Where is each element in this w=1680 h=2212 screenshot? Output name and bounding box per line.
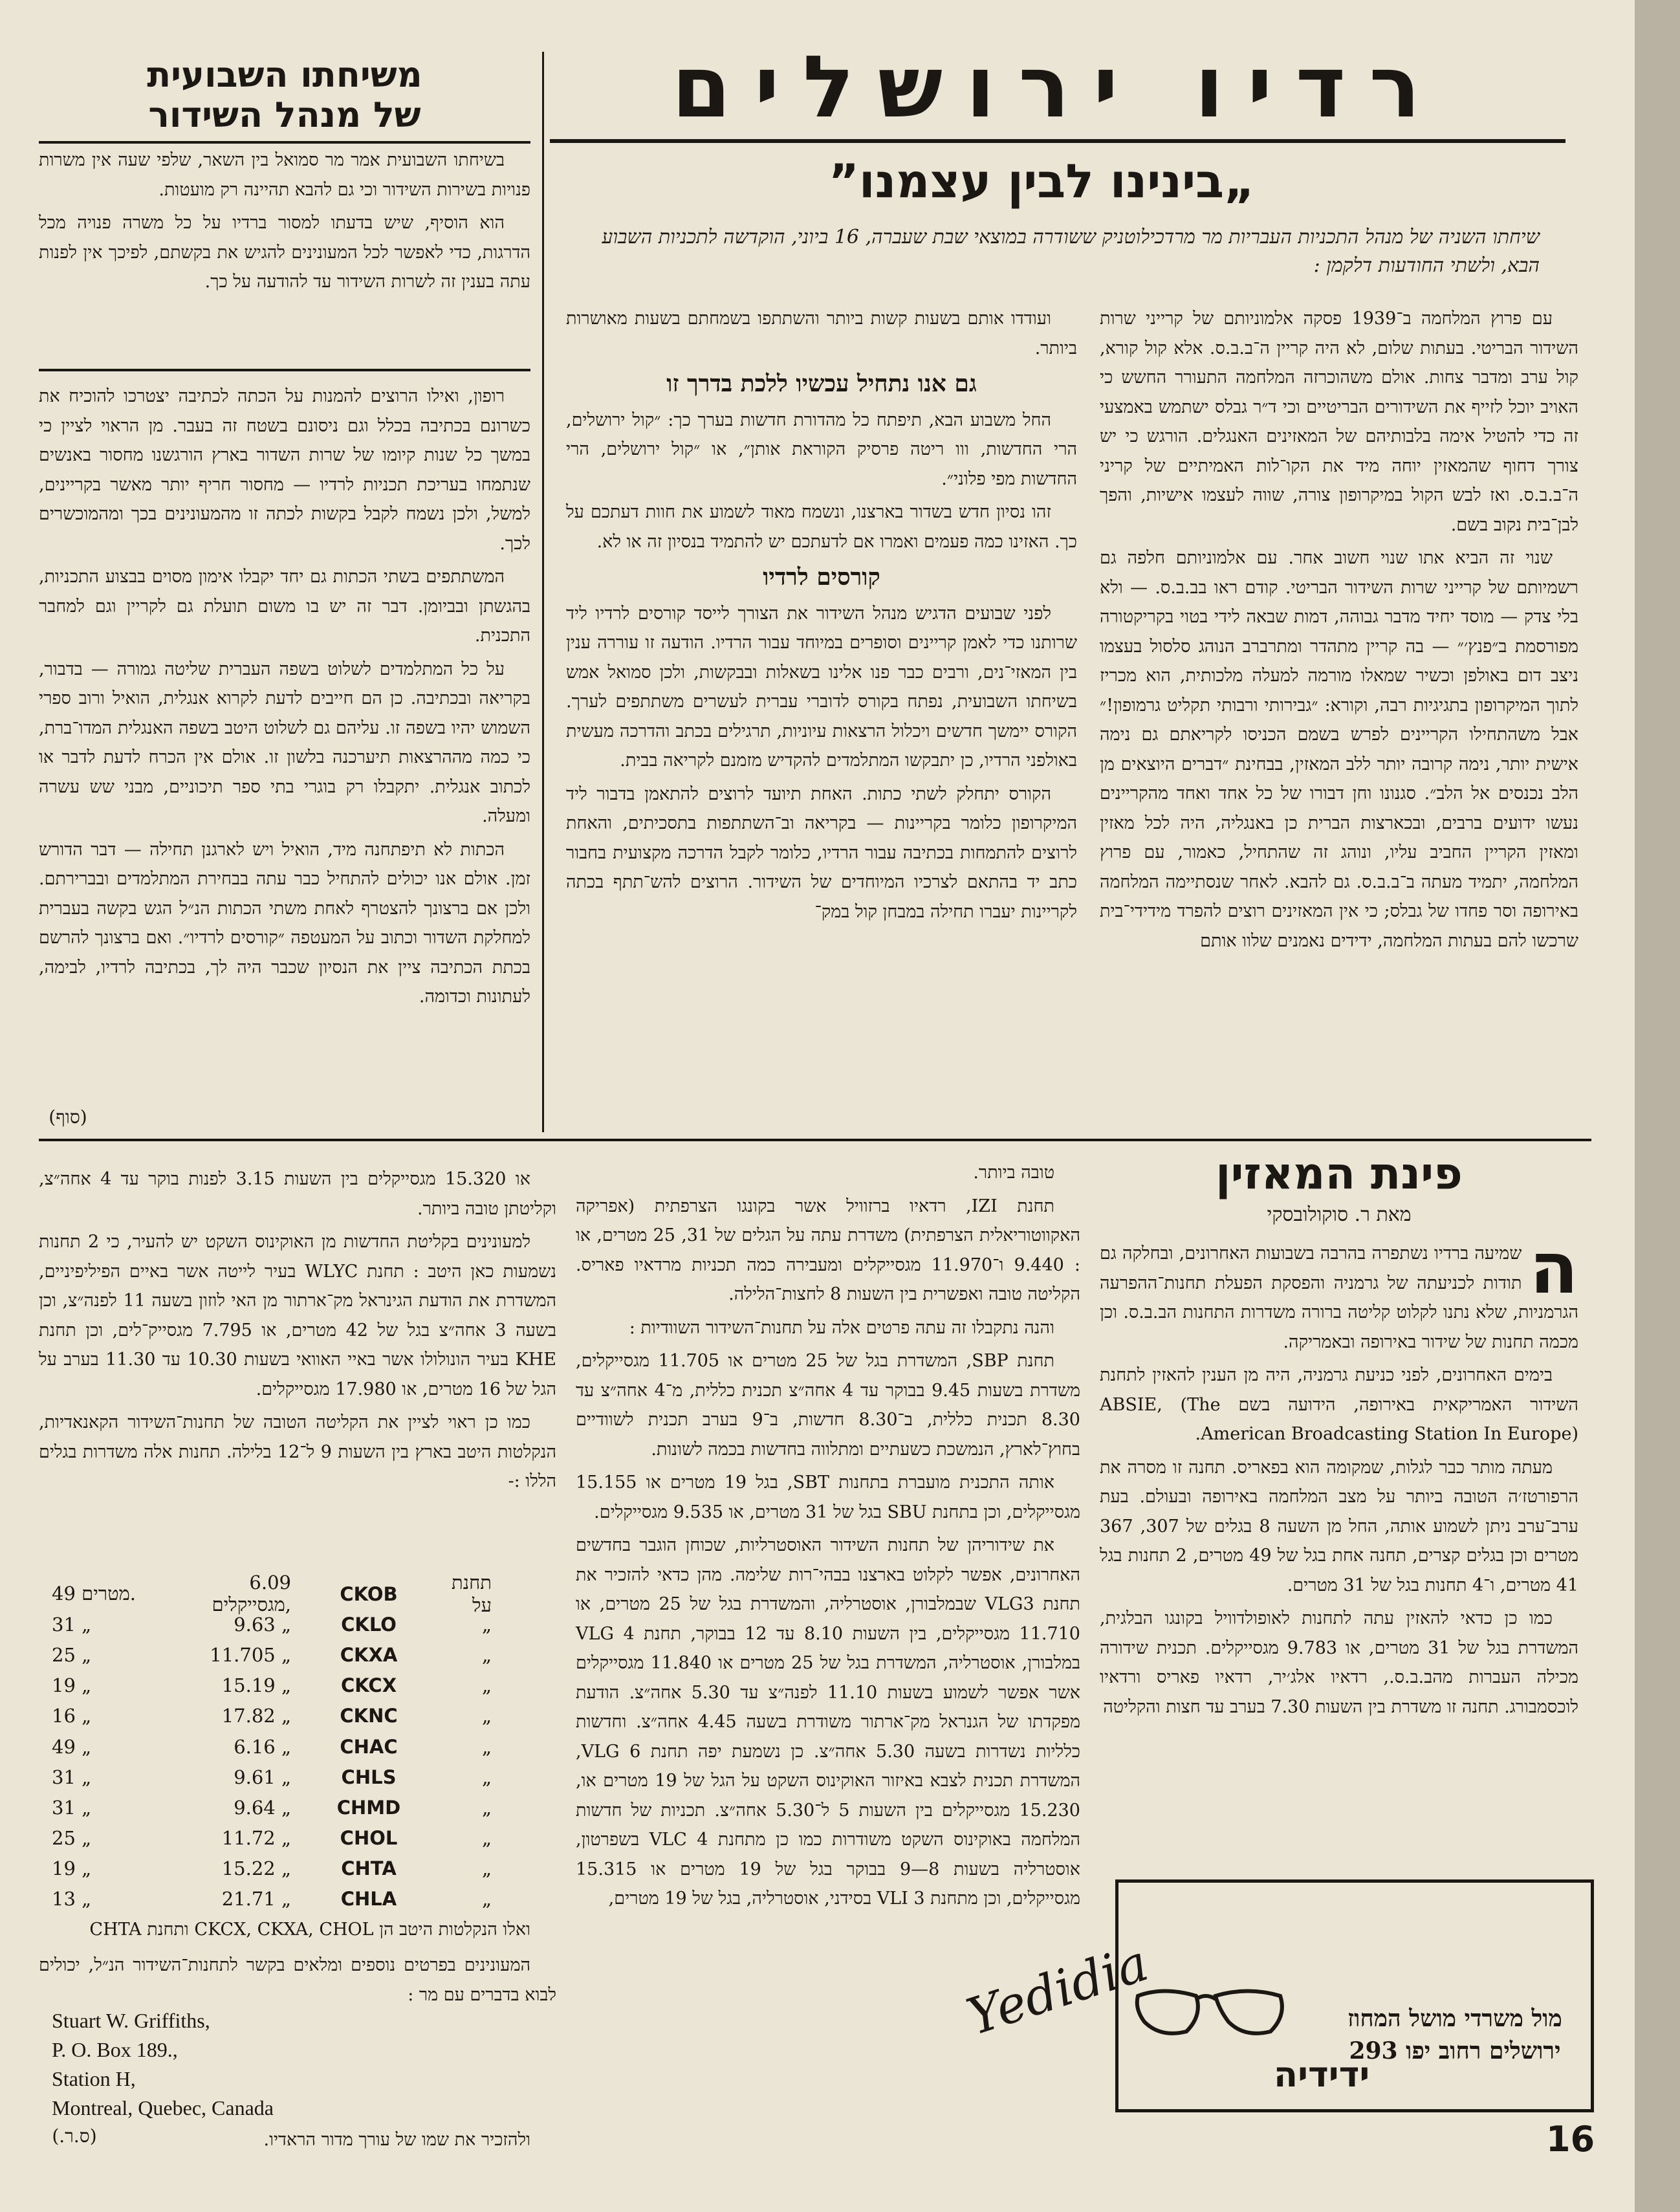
article-subtitle: שיחתו השניה של מנהל התכניות העבריות מר מרדכילוטניק ששודרה במוצאי שבת שעברה, 16 ביוני, הוקדשה לתכניות השבוע הבא, ולשתי החודעות דלקמן : [602,226,1540,277]
station-call-sign: CHLA [340,1888,397,1911]
station-call-sign: CKXA [340,1643,398,1666]
station-prefix: „ [481,1766,492,1788]
station-row [52,1823,556,1854]
drop-cap: ה [1529,1227,1578,1309]
director-talk-body: בשיחתו השבועית אמר מר סמואל בין השאר, שלפי שעה אין משרות פנויות בשירות השידור וכי גם להבא תהיינה רק מועטות. הוא הוסיף, שיש בדעתו למסור ברדיו על כל משרה פנויה מכל הדרגות, כדי לאפשר לכל המעונינים להגיש את בקשתם, לפיכך אין לפנות עתה בענין זה לשרות השידור עד להודעה על כך. [39,150,530,292]
glasses-logo-icon [960,1889,1370,2103]
article-column-left: רופון, ואילו הרוצים להמנות על הכתה לכתיבה יצטרכו להוכיח את כשרונם בכתיבה בכלל וגם ניסונם בשטח זה בעבר. מן הראוי לציין כי במשך כל שנות קיומו של שרות השדור בארץ הורגשנו מחסור באנשים שנתמחו בעריכת תכניות לרדיו — מחסור חריף יותר מאשר בקריינים, למשל, ולכן נשמח לקבל בקשות לכתה זו מהמעונינים בכך ומהמוכשרים לכך. המשתתפים בשתי הכתות גם יחד יקבלו אימון מסוים בבצוע התכניות, בהגשתן ובביומן. דבר זה יש בו משום תועלת גם לקריין וגם למחבר התכנית. על כל המתלמדים לשלוט בשפה העברית שליטה גמורה — בדבור, בקריאה ובכתיבה. כן הם חייבים לדעת לקרוא אנגלית, הואיל ורוב ספרי השמוש יהיו בשפה זו. עליהם גם לשלוט היטב בשפה האנגלית המדו־ברת, כי כמה מההרצאות תיערכנה בלשון זו. אולם אין הכרח לדעת לדבר או לכתוב אנגלית. יתקבלו רק בוגרי בתי ספר תיכוניים, מבני שש עשרה ומעלה. הכתות לא תיפתחנה מיד, הואיל ויש לארגנן תחילה — דבר הדורש זמן. אולם אנו יכולים להתחיל כבר עתה בבחירת המתלמדים ובברירתם. ולכן אם ברצונך להצטרף לאחת משתי הכתות הנ״ל הגש בקשה בעברית למחלקת השדור וכתוב על המעטפה ״קורסים לרדיו״. ואם ברצונך להרשם בכתת הכתיבה ציין את הנסיון שכבר היה לך, בכתיבה לרדיו, לבימה, לעתונות וכדומה. [39,386,530,1007]
station-row [52,1792,556,1823]
closing-text: ולהזכיר את שמו של עורך מדור הראדיו. [263,2130,530,2150]
station-frequency: 9.64 „ [234,1796,291,1819]
address-line-3: Station H, [52,2067,136,2090]
station-prefix: „ [481,1888,492,1911]
canadian-stations-table [52,1571,556,1914]
radio-stations-column-middle: טובה ביותר. תחנת IZI, רדאיו ברזוויל אשר בקונגו הצרפתית (אפריקה האקווטוריאלית הצרפתית) משדרת עתה על הגלים של 31, 25 מטרים, או : 9.440 ו־11.970 מגסייקלים ומעבירה כמה תכניות מרדאיו פאריס. הקליטה טובה ואפשרית בין השעות 8 לחצות־הלילה. והנה נתקבלו זה עתה פרטים אלה על תחנות־השידור השוודיות : תחנת SBP, המשדרת בגל של 25 מטרים או 11.705 מגסייקלים, משדרת בשעות 9.45 בבוקר עד 4 אחה״צ תכנית כללית, מ־4 אחה״צ עד 8.30 תכנית כללית, ב־8.30 חדשות, ב־9 בערב תכנית לשוודיים בחוץ־לארץ, הנמשכת כשעתיים ומתלווה בחדשות בכמה לשונות. אותה התכנית מועברת בתחנות SBT, בגל 19 מטרים או 15.155 מגסייקלים, וכן בתחנת SBU בגל של 31 מטרים, או 9.535 מגסייקלים. את שידוריהן של תחנות השידור האוסטרליות, שכוחן הוגבר בחדשים האחרונים, אפשר לקלוט בארצנו בבהי־רות שלימה. מהן כדאי להזכיר את תחנת VLG3 שבמלבורן, אוסטרליה, והמשדרת בגל של 25 מטרים, או 11.710 מגסייקלים, בין השעות 8.10 עד 12 בבוקר, תחנת VLG 4 במלבורן, אוסטרליה, המשדרת בגל של 25 מטרים או 11.840 מגסייקלים אשר אפשר לשמוע בשעות 11.10 לפנה״צ עד 5.30 אחה״צ. הודעת מפקדתו של הגנראל מק־ארתור משודרת בשעה 4.45 אחה״צ. וחדשות כלליות נשדרות בשעה 5.30 אחה״צ. כן נשמעת יפה תחנת VLG 6, המשדרת תכנית לצבא באיזור האוקינוס השקט על הגל של 19 מטרים או, 15.230 מגסייקלים בין השעות 5 ל־5.30 אחה״צ. תכניות של חדשות המלחמה באוקינוס השקט משודרות כמו כן מתחנת VLC 4 בשפרטון, אוסטרליה בשעות 8—9 בבוקר בגל של 19 מטרים או 15.315 מגסייקלים, וכן מתחנת VLI 3 בסידני, אוסטרליה, בגל של 19 מטרים, [576,1163,1080,1909]
station-row [52,1884,556,1914]
address-line-2: P. O. Box 189., [52,2038,178,2061]
station-call-sign: CHMD [336,1796,401,1819]
station-row [52,1571,556,1616]
station-call-sign: CKNC [340,1705,398,1727]
station-row [52,1762,556,1792]
station-band: 16 „ [52,1705,92,1727]
station-band: 25 „ [52,1827,92,1850]
station-band: 49 „ [52,1735,92,1758]
station-prefix: „ [481,1796,492,1819]
station-frequency: 15.19 „ [221,1674,291,1697]
listener-corner-title: פינת המאזין [1216,1148,1463,1199]
station-frequency: 21.71 „ [221,1888,291,1911]
station-prefix: „ [481,1857,492,1880]
station-frequency: 9.63 „ [234,1613,291,1636]
logo-script: Yedidia [960,1934,1155,2047]
station-band: 31 „ [52,1796,92,1819]
station-call-sign: CHAC [340,1735,398,1758]
ad-address: מול משרדי מושל המחוז ירושלים רחוב יפו 293 [1347,2005,1562,2064]
station-prefix: „ [481,1735,492,1758]
logo-hebrew: ידידיה [1274,2054,1370,2095]
station-band: 19 „ [52,1857,92,1880]
radio-stations-column-left: או 15.320 מגסייקלים בין השעות 3.15 לפנות בוקר עד 4 אחה״צ, וקליטתן טובה ביותר. למעונינים בקליטת החדשות מן האוקינוס השקט יש להעיר, כי 2 תחנות נשמעות כאן היטב : תחנת WLYC בעיר לייטה אשר באיים הפיליפיניים, המשדרת את הודעת הגינראל מק־ארתור מן האי לוזון בשעה 11 לפנה״צ, וכן בשעה 3 אחה״צ בגל של 42 מטרים, או 7.795 מגסייק־לים, וכן תחנת KHE בעיר הונולולו אשר באיי האוואי בשעות 10.30 עד 11.30 בערב על הגל של 16 מטרים, או 17.980 מגסייקלים. כמו כן ראוי לציין את הקליטה הטובה של תחנות־השידור הקאנאדיות, הנקלטות היטב בארץ בין השעות 9 ל־12 בלילה. תחנות אלה משדרות בגלים הללו :- [39,1169,557,1491]
station-frequency: 6.16 „ [234,1735,291,1758]
station-band: 19 „ [52,1674,92,1697]
station-band: 25 „ [52,1643,92,1666]
station-frequency: 6.09 מגסייקלים, [212,1571,291,1616]
station-call-sign: CKCX [340,1674,397,1697]
listener-corner-body: ה שמיעה ברדיו נשתפרה בהרבה בשבועות האחרונים, ובחלקה גם תודות לכניעתה של גרמניה והפסקת הפעלת תחנות־ההפרעה הגרמניות, שלא נתנו לקלוט קליטה ברורה משדרות התחנות הב.ב.ס. וכן מכמה תחנות של שידור באירופה ובאמריקה. בימים האחרונים, לפני כניעת גרמניה, היה מן הענין להאזין לתחנת השידור האמריקאית באירופה, הידועה בשם ABSIE, (The American Broadcasting Station In Europe). מעתה מותר כבר לגלות, שמקומה הוא בפאריס. תחנה זו מסרה את הרפורטז׳ה הטובה ביותר על מצב המלחמה באירופה ובעולם. בעת ערב־ערב ניתן לשמוע אותה, החל מן השעה 8 בגלים של 307, 367 מטרים וכן בגלים קצרים, תחנה אחת בגל של 49 מטרים, 2 תחנות בגל 41 מטרים, ו־4 תחנות בגל של 31 מטרים. כמו כן כדאי להאזין עתה לתחנות לאופולדוויל בקונגו הבלגית, המשדרת בגל של 31 מטרים, או 9.783 מגסייקלים. תכנית שידורה מכילה העברות מהב.ב.ס., רדאיו אלג׳יר, רדאיו פאריס ורדאיו לוכסמבורג. תחנה זו משדרת בין השעות 7.30 בערב עד חצות והקליטה [1100,1227,1578,1717]
station-call-sign: CHOL [340,1827,398,1850]
address-line-4: Montreal, Quebec, Canada [52,2096,274,2119]
station-prefix: תחנת על [452,1571,492,1616]
station-call-sign: CKOB [340,1582,398,1605]
station-frequency: 11.72 „ [221,1827,291,1850]
yedidia-advertisement [960,1879,1594,2112]
masthead-rule [550,139,1565,143]
station-frequency: 17.82 „ [221,1705,291,1727]
article-column-middle: ועודדו אותם בשעות קשות ביותר והשתתפו בשמחתם בשעות מאושרות ביותר. גם אנו נתחיל עכשיו ללכת בדרך זו החל משבוע הבא, תיפתח כל מהדורת חדשות בערך כך: ״קול ירושלים, הרי החדשות, ווו ריטה פרסיק הקוראת אותן״, או ״קול ירושלים, הרי החדשות מפי פלוני״. זהו נסיון חדש בשדור בארצנו, ונשמח מאוד לשמוע את חוות דעתכם על כך. האזינו כמה פעמים ואמרו אם לדעתכם יש להתמיד בנסיון זה או לא. קורסים לרדיו לפני שבועים הדגיש מנהל השידור את הצורך לייסד קורסים לרדיו ליד שרותנו כדי לאמן קריינים וסופרים במיוחד עבור הרדיו. הודעה זו עוררה ענין בין המאזי־נים, ורבים כבר פנו אלינו בשאלות ובבקשות, ולכן סמואל אמש בשיחתו השבועית, נפתח בקורס לדוברי עברית לעשרים משתתפים לערך. הקורס יימשך חדשים ויכלול הרצאות עיוניות, תרגילים בכתב והדרכה מעשית באולפני הרדיו, כן יתבקשו המתלמדים להקדיש מזמנם לקריאה בבית. הקורס יתחלק לשתי כתות. האחת תיועד לרוצים להתאמן בדבור ליד המיקרופון כלומר בקריינות — בקריאה וב־השתתפות בתסכיתים, והאחת לרוצים להתמחות בכתיבה עבור הרדיו, כלומר לקבל הדרכה מקצועית בחבור כתב יד בהתאם לצרכיו המיוחדים של השידור. הרוצים להש־תתף בכתה לקריינות יעברו תחילה במבחן קול במק־ [566,309,1077,922]
station-call-sign: CHTA [341,1857,397,1880]
station-band: 31 „ [52,1766,92,1788]
article-column-right: עם פרוץ המלחמה ב־1939 פסקה אלמוניותם של קרייני שרות השידור הבריטי. בעתות שלום, לא היה קריין ה־ב.ב.ס. אלא קול קורא, קול ערב ומדבר צחות. אולם משהוכרזה המלחמה התעורר החשש כי האויב יוכל לזייף את השידורים הבריטיים וכי ד״ר גבלס ישתמש באמצעי זה כדי להטיל אימה בלבותיהם של המאזינים האנגלים. הורגש כי יש צורך דחוף שהמאזין יוחה מיד את הקו־לות האמיתיים של קריני ה־ב.ב.ס. ואז לבש הקול במיקרופון צורה, שווה לעצמו אישיות, והפך לבן־בית נקוב בשם. שנוי זה הביא אתו שנוי חשוב אחר. עם אלמוניותם חלפה גם רשמיותם של קרייני שרות השידור הבריטי. קודם ראו בב.ב.ס. — ולא בלי צדק — מוסד יחיד מדבר גבוהה, דמות שבאה לידי בטוי בקריקטורה מפורסמת ב״פנץ׳״ — בה קריין מתהדר ומתרברב הנוהג סלסול בעצמו ניצב דום באולפן וכשיר שמאלו מורמה למעלה מלכותית, הוא מכריז לתוך המיקרופון בתגיגיות רבה, וקורא: ״גבירותי ורבותי תקליט גרמופון!״ אבל משהתחילו הקריינים לפרש בשמם הכניסו לקריאתם גם נימה אישית יותר, נימה קרובה יותר ללב המאזין, בבחינת ״דברים היוצאים מן הלב נכנסים אל הלב״. סגנונו וחן דבורו של כל אחד ואחד מהקריינים נעשו ידועים ברבים, ובכארצות הברית כן באנגליה, היה לכל מאזין ומאזין הקריין החביב עליו, ונוהג זה שהתחיל, כאמור, עם פרוץ המלחמה, יתמיד מעתה ב־ב.ב.ס. גם להבא. לאחר שנסתיימה המלחמה באירופה וסר פחדו של גבלס; כי אין המאזינים רוצים להפרד מידידי־בית שרכשו להם בעתות המלחמה, ידידים נאמנים שלוו אותם [1100,309,1578,951]
station-prefix: „ [481,1705,492,1727]
station-frequency: 9.61 „ [234,1766,291,1788]
station-row [52,1854,556,1884]
station-frequency: 15.22 „ [221,1857,291,1880]
director-talk-bottom-rule [39,369,530,371]
station-prefix: „ [481,1674,492,1697]
after-table-text: ואלו הנקלטות היטב הן CKCX, CKXA, CHOL ותחנת CHTA [89,1920,530,1940]
article-title: „בינינו לבין עצמנו” [828,154,1255,208]
station-prefix: „ [481,1643,492,1666]
article-heading-2: קורסים לרדיו [763,564,880,591]
page-number: 16 [1546,2119,1595,2160]
contact-text: המעונינים בפרטים נוספים ומלאים בקשר לתחנות־השידור הנ״ל, יכולים לבוא בדברים עם מר : [39,1955,556,2005]
station-band: 13 „ [52,1888,92,1911]
listener-corner-byline: מאת ר. סוקולובסקי [1267,1203,1412,1226]
station-row [52,1639,556,1670]
director-talk-title: משיחתו השבועית של מנהל השידור [147,54,422,135]
masthead-title: רדיו ירושלים [671,38,1444,137]
station-row [52,1701,556,1731]
column-divider [542,52,544,1132]
end-mark: (סוף) [49,1106,87,1128]
director-talk-rule [39,141,530,144]
station-row [52,1670,556,1701]
station-frequency: 11.705 „ [210,1643,291,1666]
station-call-sign: CKLO [341,1613,397,1636]
address-line-1: Stuart W. Griffiths, [52,2009,210,2032]
station-prefix: „ [481,1827,492,1850]
station-row [52,1609,556,1639]
station-prefix: „ [481,1613,492,1636]
station-band: 31 „ [52,1613,92,1636]
page-edge [1635,0,1680,2212]
station-band: 49 מטרים. [52,1582,136,1605]
station-call-sign: CHLS [341,1766,397,1788]
section-rule [39,1139,1591,1141]
closing-mark: (ס.ר.) [52,2125,97,2147]
station-row [52,1731,556,1762]
article-heading-1: גם אנו נתחיל עכשיו ללכת בדרך זו [666,370,977,397]
